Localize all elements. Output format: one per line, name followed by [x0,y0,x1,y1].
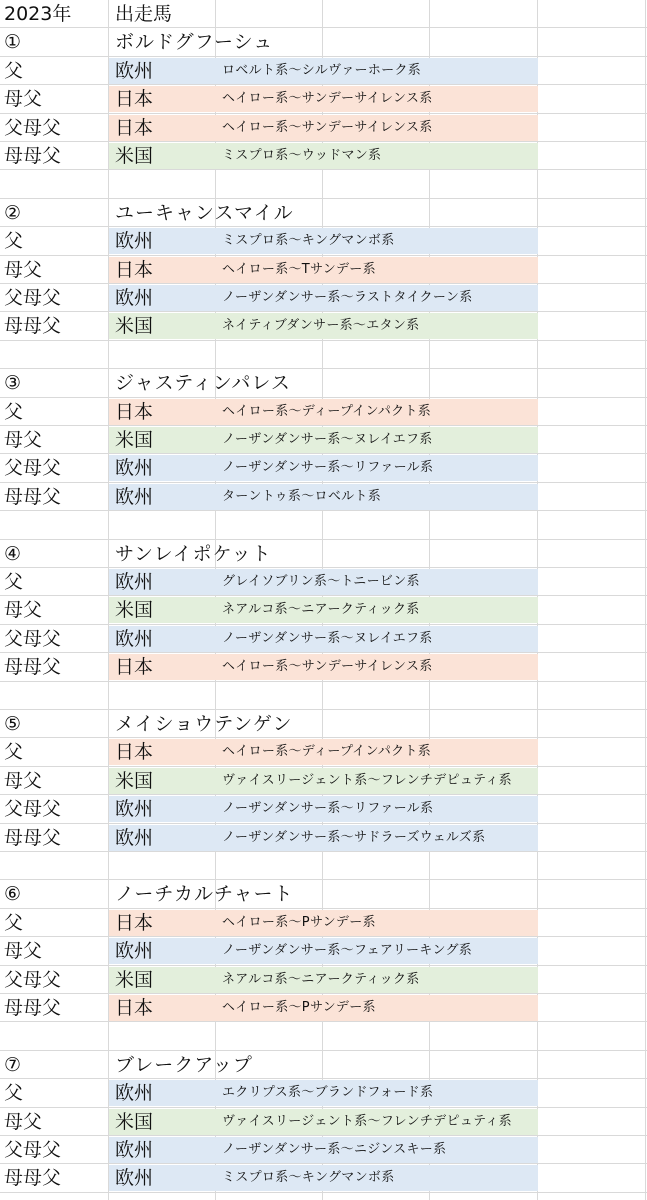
horse-name-row [0,540,647,568]
pedigree-role-cell[interactable]: 父 [4,741,24,764]
region-color-band [109,86,538,112]
pedigree-role-cell[interactable]: 母母父 [4,1167,62,1190]
horse-name-cell[interactable]: メイショウテンゲン [115,713,293,735]
empty-row [0,682,647,710]
pedigree-role-cell[interactable]: 父母父 [4,116,62,139]
sire-line-cell[interactable]: ヘイロー系〜Pサンデー系 [222,914,376,930]
region-cell[interactable]: 欧州 [115,798,154,821]
pedigree-row [0,1079,647,1107]
pedigree-row [0,909,647,937]
sire-line-cell[interactable]: ノーザンダンサー系〜ヌレイエフ系 [222,630,433,646]
region-color-band [109,313,538,339]
region-cell[interactable]: 欧州 [115,1167,154,1190]
region-color-band [109,768,538,794]
pedigree-row [0,1108,647,1136]
region-cell[interactable]: 日本 [115,911,154,934]
horse-name-row [0,369,647,397]
sire-line-cell[interactable]: ノーザンダンサー系〜ニジンスキー系 [222,1142,447,1157]
region-color-band [109,910,538,936]
region-color-band [109,228,538,254]
empty-row [0,170,647,198]
pedigree-role-cell[interactable]: 母父 [4,88,43,111]
region-cell[interactable]: 欧州 [115,59,154,82]
region-color-band [109,427,538,453]
sire-line-cell[interactable]: ノーザンダンサー系〜サドラーズウェルズ系 [222,829,486,845]
empty-row [0,1022,647,1050]
pedigree-role-cell[interactable]: 父 [4,571,24,593]
horse-name-cell[interactable]: ノーチカルチャート [115,883,294,906]
pedigree-role-cell[interactable]: 母父 [4,599,43,622]
region-color-band [109,115,538,141]
pedigree-role-cell[interactable]: 父母父 [4,798,62,821]
empty-row [0,852,647,880]
region-color-band [109,597,538,623]
region-cell[interactable]: 日本 [115,116,154,139]
pedigree-row [0,312,647,340]
pedigree-row [0,398,647,426]
sire-line-cell[interactable]: ヘイロー系〜サンデーサイレンス系 [222,119,433,135]
region-color-band [109,796,538,822]
region-cell[interactable]: 米国 [115,599,154,622]
horse-name-row [0,1051,647,1079]
pedigree-row [0,568,647,596]
region-cell[interactable]: 欧州 [115,826,154,849]
region-color-band [109,626,538,652]
region-cell[interactable]: 欧州 [115,230,154,253]
region-color-band [109,938,538,964]
pedigree-row [0,85,647,113]
region-color-band [109,399,538,425]
pedigree-role-cell[interactable]: 母母父 [4,997,62,1019]
region-color-band [109,285,538,311]
sire-line-cell[interactable]: ヴァイスリージェント系〜フレンチデピュティ系 [222,772,512,788]
region-cell[interactable]: 米国 [115,429,154,451]
region-cell[interactable]: 米国 [115,769,154,792]
pedigree-row [0,937,647,965]
year-cell[interactable]: 2023年 [4,3,72,25]
sire-line-cell[interactable]: ヘイロー系〜サンデーサイレンス系 [222,659,433,675]
pedigree-row [0,966,647,994]
region-cell[interactable]: 欧州 [115,287,154,309]
region-color-band [109,257,538,283]
horse-name-row [0,710,647,738]
pedigree-role-cell[interactable]: 父母父 [4,968,62,991]
pedigree-role-cell[interactable]: 父母父 [4,457,62,480]
region-cell[interactable]: 日本 [115,741,154,764]
sire-line-cell[interactable]: ヘイロー系〜ディープインパクト系 [222,744,432,760]
pedigree-role-cell[interactable]: 母父 [4,940,43,963]
pedigree-row [0,483,647,511]
horse-name-row [0,199,647,227]
region-cell[interactable]: 欧州 [115,485,154,508]
region-color-band [109,1080,538,1106]
sire-line-cell[interactable]: ノーザンダンサー系〜ヌレイエフ系 [222,432,433,447]
sire-line-cell[interactable]: ネアルコ系〜ニアークティック系 [222,971,420,987]
sire-line-cell[interactable]: ミスプロ系〜キングマンボ系 [222,233,395,249]
region-cell[interactable]: 欧州 [115,627,154,650]
region-cell[interactable]: 日本 [115,88,154,111]
sire-line-cell[interactable]: ノーザンダンサー系〜フェアリーキング系 [222,943,473,959]
region-color-band [109,143,538,169]
horse-name-cell[interactable]: ブレークアップ [115,1053,253,1076]
region-cell[interactable]: 日本 [115,656,154,679]
sire-line-cell[interactable]: ミスプロ系〜ウッドマン系 [222,148,382,163]
sire-line-cell[interactable]: ノーザンダンサー系〜リファール系 [222,460,434,476]
horse-name-cell[interactable]: ジャスティンパレス [115,372,291,395]
region-color-band [109,1137,538,1163]
region-color-band [109,58,538,84]
pedigree-role-cell[interactable]: 父 [4,59,24,82]
pedigree-role-cell[interactable]: 母母父 [4,315,62,338]
region-cell[interactable]: 日本 [115,400,154,423]
pedigree-role-cell[interactable]: 母父 [4,258,43,281]
region-color-band [109,1109,538,1135]
region-color-band [109,455,538,481]
empty-row [0,511,647,539]
sire-line-cell[interactable]: エクリプス系〜ブランドフォード系 [222,1085,434,1101]
region-color-band [109,1165,538,1191]
sire-line-cell[interactable]: ヘイロー系〜ディープインパクト系 [222,403,432,419]
horse-number-cell[interactable]: ④ [4,542,22,565]
empty-row [0,341,647,369]
horse-number-cell[interactable]: ① [4,31,22,54]
pedigree-row [0,284,647,312]
pedigree-role-cell[interactable]: 父 [4,1082,24,1105]
pedigree-row [0,994,647,1022]
pedigree-row [0,653,647,681]
sire-line-cell[interactable]: ヘイロー系〜サンデーサイレンス系 [222,91,433,107]
sire-line-cell[interactable]: ネアルコ系〜ニアークティック系 [222,602,420,618]
region-color-band [109,654,538,680]
pedigree-role-cell[interactable]: 母母父 [4,485,62,508]
horse-number-cell[interactable]: ② [4,201,22,224]
pedigree-row [0,795,647,823]
horse-name-row [0,28,647,56]
region-cell[interactable]: 欧州 [115,1082,154,1105]
sire-line-cell[interactable]: ネイティブダンサー系〜エタン系 [222,318,420,334]
region-cell[interactable]: 日本 [115,258,154,281]
sire-line-cell[interactable]: ヘイロー系〜Tサンデー系 [222,261,376,277]
pedigree-role-cell[interactable]: 父母父 [4,627,62,650]
sire-line-cell[interactable]: グレイソブリン系〜トニービン系 [222,574,420,589]
sire-line-cell[interactable]: ミスプロ系〜キングマンボ系 [222,1170,395,1186]
region-cell[interactable]: 欧州 [115,457,154,480]
sire-line-cell[interactable]: ロベルト系〜シルヴァーホーク系 [222,62,422,78]
pedigree-row [0,256,647,284]
header-row [0,0,647,28]
horse-name-cell[interactable]: ユーキャンスマイル [115,201,294,224]
pedigree-role-cell[interactable]: 母母父 [4,656,62,679]
region-cell[interactable]: 米国 [115,145,154,167]
pedigree-role-cell[interactable]: 母父 [4,769,43,792]
pedigree-role-cell[interactable]: 父母父 [4,1139,62,1161]
pedigree-role-cell[interactable]: 母父 [4,429,43,451]
horse-number-cell[interactable]: ⑤ [4,713,22,735]
sire-line-cell[interactable]: ノーザンダンサー系〜リファール系 [222,801,434,817]
pedigree-row [0,454,647,482]
pedigree-role-cell[interactable]: 父 [4,400,24,423]
pedigree-row [0,738,647,766]
region-color-band [109,739,538,765]
sire-line-cell[interactable]: ヘイロー系〜Pサンデー系 [222,1000,376,1015]
sire-line-cell[interactable]: ノーザンダンサー系〜ラストタイクーン系 [222,290,473,305]
horse-number-cell[interactable]: ⑦ [4,1053,22,1076]
horse-number-cell[interactable]: ⑥ [4,883,22,906]
pedigree-row [0,114,647,142]
pedigree-row [0,1164,647,1192]
region-color-band [109,995,538,1021]
pedigree-role-cell[interactable]: 父 [4,911,24,934]
region-color-band [109,967,538,993]
region-cell[interactable]: 欧州 [115,940,154,963]
region-cell[interactable]: 米国 [115,315,154,338]
horse-name-cell[interactable]: ボルドグフーシュ [115,31,274,54]
region-color-band [109,569,538,595]
pedigree-row [0,1136,647,1164]
pedigree-role-cell[interactable]: 父 [4,230,24,253]
region-cell[interactable]: 米国 [115,968,154,991]
horse-number-cell[interactable]: ③ [4,372,22,395]
region-cell[interactable]: 日本 [115,997,154,1019]
pedigree-row [0,824,647,852]
region-color-band [109,825,538,851]
region-color-band [109,484,538,510]
pedigree-row [0,142,647,170]
pedigree-row [0,596,647,624]
sire-line-cell[interactable]: ヴァイスリージェント系〜フレンチデピュティ系 [222,1113,512,1129]
pedigree-role-cell[interactable]: 母母父 [4,145,62,167]
pedigree-role-cell[interactable]: 母父 [4,1110,43,1133]
horse-name-cell[interactable]: サンレイポケット [115,542,272,565]
pedigree-row [0,625,647,653]
sire-line-cell[interactable]: ターントゥ系〜ロベルト系 [222,488,382,504]
region-cell[interactable]: 欧州 [115,1139,154,1161]
pedigree-row [0,426,647,454]
pedigree-row [0,57,647,85]
pedigree-row [0,227,647,255]
header-title-cell[interactable]: 出走馬 [115,3,173,25]
region-cell[interactable]: 欧州 [115,571,154,593]
pedigree-role-cell[interactable]: 父母父 [4,287,62,309]
pedigree-row [0,767,647,795]
pedigree-role-cell[interactable]: 母母父 [4,826,62,849]
horse-name-row [0,880,647,908]
region-cell[interactable]: 米国 [115,1110,154,1133]
